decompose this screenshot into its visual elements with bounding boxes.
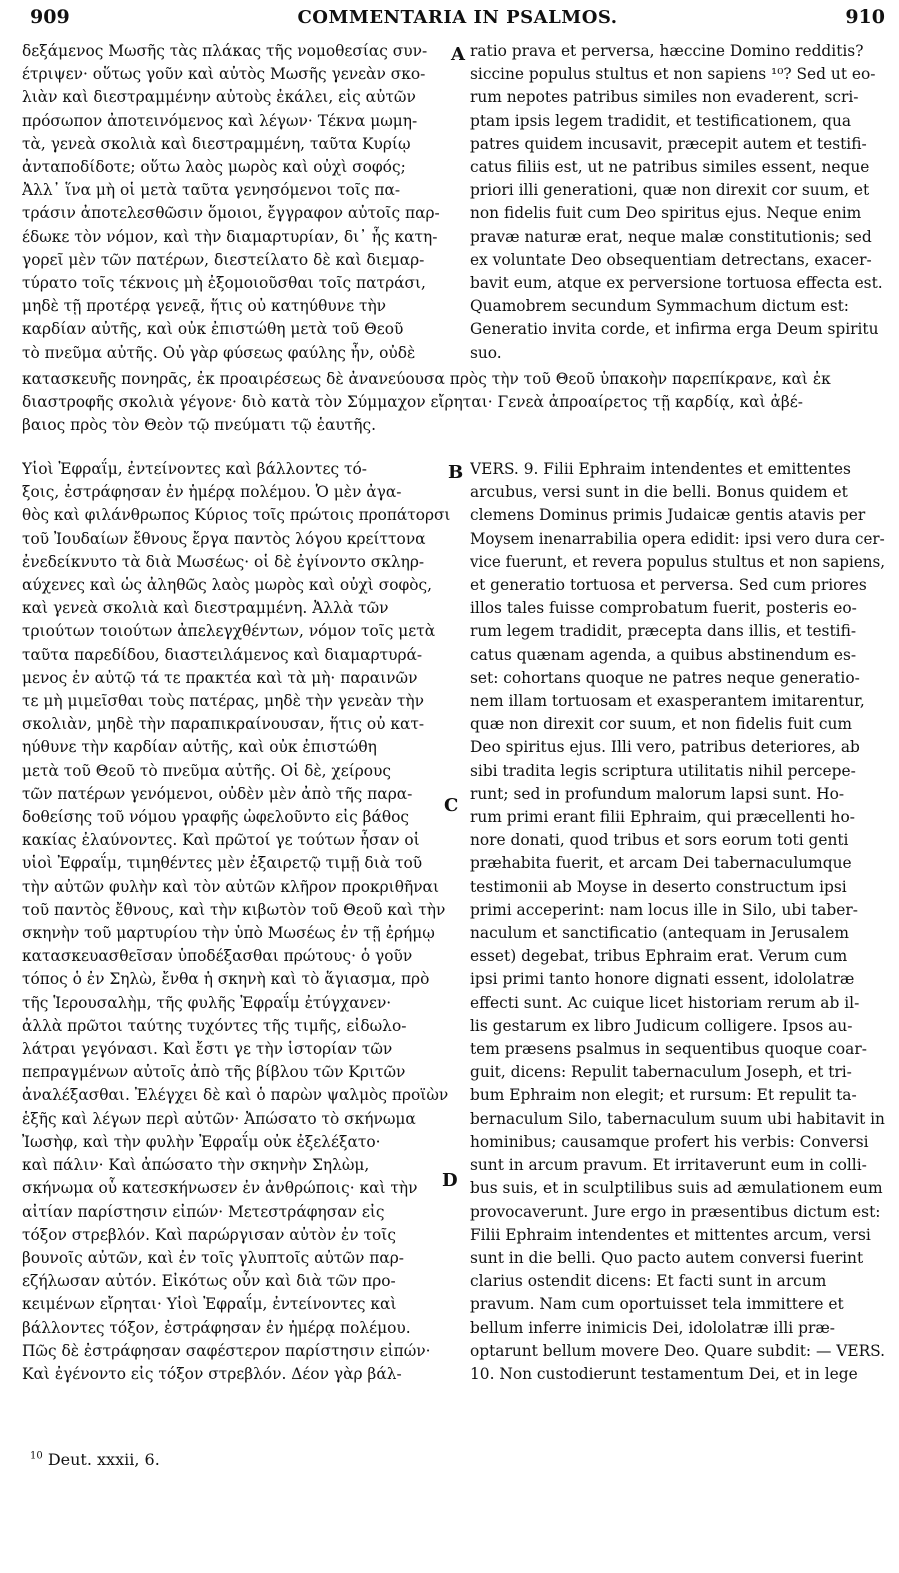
greek-text-line: καρδίαν αὐτῆς, καὶ οὐκ ἐπιστώθη μετὰ τοῦ Θεοῦ (22, 320, 404, 339)
latin-text-line: ptam ipsis legem tradidit, et testificationem, qua (470, 111, 852, 130)
greek-text-line: Υἱοὶ Ἐφραΐμ, ἐντείνοντες καὶ βάλλοντες τό- (22, 460, 368, 478)
latin-text-line: nem illam tortuosam et exasperantem imitarentur, (470, 692, 865, 711)
greek-text-line: διαστροφῆς σκολιὰ γέγονε· διὸ κατὰ τὸν Σύμμαχον εἴρηται· Γενεὰ ἀπροαίρετος τῇ καρδίᾳ, καὶ ἀβέ- (22, 393, 803, 412)
greek-text-line: τράσιν ἀποτελεσθῶσιν ὅμοιοι, ἔγγραφον αὐτοῖς παρ- (22, 204, 440, 223)
latin-text-line: ex voluntate Deo obsequentiam detrectans, exacer- (470, 250, 872, 269)
greek-text-line: τῶν πατέρων γενόμενοι, οὐδὲν μὲν ἀπὸ τῆς παρα- (22, 784, 413, 803)
latin-text-line: præhabita fuerit, et arcam Dei tabernaculumque (470, 854, 852, 873)
latin-text-line: ratio prava et perversa, hæccine Domino redditis? (470, 42, 864, 60)
greek-text-line: τοῦ Ἰουδαίων ἔθνους ἔργα παντὸς λόγου κρείττονα (22, 529, 426, 548)
latin-text-line: sunt in die belli. Quo pacto autem conversi fuerint (470, 1248, 864, 1267)
greek-text-line: Ἰωσὴφ, καὶ τὴν φυλὴν Ἐφραΐμ οὐκ ἐξελέξατο· (22, 1132, 381, 1151)
greek-text-line: Ἀλλ᾽ ἵνα μὴ οἱ μετὰ ταῦτα γενησόμενοι τοῖς πα- (22, 181, 401, 200)
latin-text-line: bernaculum Silo, tabernaculum suum ubi habitavit in (470, 1109, 885, 1128)
greek-text-line: ταῦτα παρεδίδου, διαστειλάμενος καὶ διαμαρτυρά- (22, 645, 423, 664)
greek-text-line: μενος ἐν αὐτῷ τά τε πρακτέα καὶ τὰ μὴ· παραινῶν (22, 668, 418, 687)
latin-column-top (470, 40, 885, 365)
latin-text-line: tem præsens psalmus in sequentibus quoque coar- (470, 1040, 867, 1059)
latin-text-line: catus quænam agenda, a quibus abstinendum es- (470, 645, 857, 664)
greek-text-line: ηύθυνε τὴν καρδίαν αὐτῆς, καὶ οὐκ ἐπιστώθη (22, 738, 377, 757)
greek-column-bottom (22, 458, 450, 1386)
greek-text-line: τριούτων τοιούτων ἀπελεγχθέντων, νόμον τοῖς μετὰ (22, 622, 436, 641)
latin-text-line: VERS. 9. Filii Ephraim intendentes et emittentes (470, 460, 851, 478)
latin-text-line: provocaverunt. Jure ergo in præsentibus dictum est: (470, 1202, 881, 1221)
greek-text-line: βουνοῖς αὐτῶν, καὶ ἐν τοῖς γλυπτοῖς αὐτῶν παρ- (22, 1248, 404, 1267)
latin-text-line: Filii Ephraim intendentes et mittentes arcum, versi (470, 1225, 871, 1244)
greek-text-line: κατασκευασθεῖσαν ὑποδέξασθαι πρώτους· ὁ γοῦν (22, 947, 413, 966)
greek-text-line: υἱοὶ Ἐφραΐμ, τιμηθέντες μὲν ἐξαιρετῷ τιμῇ διὰ τοῦ (22, 854, 423, 873)
latin-text-line: siccine populus stultus et non sapiens ¹⁰? Sed ut eo- (470, 65, 876, 84)
greek-text-line: ἀνταποδίδοτε; οὕτω λαὸς μωρὸς καὶ οὐχὶ σοφός; (22, 158, 406, 177)
greek-text-line: γορεῖ μὲν τῶν πατέρων, διεστείλατο δὲ καὶ διεμαρ- (22, 250, 425, 269)
latin-text-line: bum Ephraim non elegit; et rursum: Et repulit ta- (470, 1086, 857, 1105)
greek-text-line: Καὶ ἐγένοντο εἰς τόξον στρεβλόν. Δέον γὰρ βάλ- (22, 1364, 402, 1383)
greek-text-line: κακίας ἐλαύνοντες. Καὶ πρῶτοί γε τούτων ἦσαν οἱ (22, 831, 420, 850)
greek-column-top (22, 40, 450, 365)
greek-text-line: τὰ, γενεὰ σκολιὰ καὶ διεστραμμένη, ταῦτα Κυρίῳ (22, 134, 411, 153)
greek-text-line: τοῦ παντὸς ἔθνους, καὶ τὴν κιβωτὸν τοῦ Θεοῦ καὶ τὴν (22, 900, 446, 919)
greek-text-line: μετὰ τοῦ Θεοῦ τὸ πνεῦμα αὐτῆς. Οἱ δὲ, χείρους (22, 761, 392, 780)
latin-text-line: primi acceperint: nam locus ille in Silo, ubi taber- (470, 900, 858, 919)
latin-text-line: 10. Non custodierunt testamentum Dei, et in lege (470, 1364, 858, 1383)
greek-text-line: ξοις, ἐστράφησαν ἐν ἡμέρᾳ πολέμου. Ὁ μὲν ἀγα- (22, 483, 402, 502)
latin-text-line: lis gestarum ex libro Judicum colligere. Ipsos au- (470, 1016, 853, 1035)
greek-text-line: λάτραι γεγόνασι. Καὶ ἔστι γε τὴν ἱστορίαν τῶν (22, 1040, 393, 1059)
latin-text-line: ipsi primi tanto honore dignati essent, idololatræ (470, 970, 855, 989)
latin-text-line: et generatio tortuosa et perversa. Sed cum priores (470, 576, 867, 595)
greek-text-line: βαιος πρὸς τὸν Θεὸν τῷ πνεύματι τῷ ἑαυτῆς. (22, 416, 376, 435)
latin-text-line: clemens Dominus primis Judaicæ gentis atavis per (470, 506, 866, 525)
margin-letter-a: A (451, 44, 465, 65)
latin-text-line: vice fuerunt, et revera populus stultus et non sapiens, (470, 552, 885, 571)
greek-text-line: τὴν αὐτῶν φυλὴν καὶ τὸν αὐτῶν κλῆρον προκριθῆναι (22, 877, 439, 896)
greek-text-line: καὶ γενεὰ σκολιὰ καὶ διεστραμμένη. Ἀλλὰ τῶν (22, 599, 389, 618)
greek-text-line: εζήλωσαν αὐτόν. Εἰκότως οὖν καὶ διὰ τῶν προ- (22, 1272, 396, 1291)
latin-text-line: sibi tradita legis scriptura utilitatis nihil percepe- (470, 761, 856, 780)
greek-text-line: πρόσωπον ἀποτεινόμενος καὶ λέγων· Τέκνα μωμη- (22, 111, 418, 130)
latin-text-line: bus suis, et in sculptilibus suis ad æmulationem eum (470, 1179, 883, 1198)
greek-text-line: έτριψεν· οὕτως γοῦν καὶ αὐτὸς Μωσῆς γενεὰν σκο- (22, 65, 426, 84)
greek-text-line: ἑξῆς καὶ λέγων περὶ αὐτῶν· Ἀπώσατο τὸ σκήνωμα (22, 1109, 416, 1128)
greek-text-line: τῆς Ἱερουσαλὴμ, τῆς φυλῆς Ἐφραΐμ ἐτύγχανεν· (22, 993, 392, 1012)
latin-text-line: pravum. Nam cum oportuisset tela immittere et (470, 1295, 844, 1314)
greek-text-line: καὶ πάλιν· Καὶ ἀπώσατο τὴν σκηνὴν Σηλὼμ, (22, 1156, 370, 1175)
greek-text-line: Πῶς δὲ ἐστράφησαν σαφέστερον παρίστησιν εἰπών· (22, 1341, 431, 1360)
latin-text-line: pravæ naturæ erat, neque malæ constitutionis; sed (470, 227, 872, 246)
greek-text-line: αἰτίαν παρίστησιν εἰπών· Μετεστράφησαν εἰς (22, 1202, 385, 1221)
latin-text-line: testimonii ab Moyse in deserto constructum ipsi (470, 877, 847, 896)
latin-text-line: nore donati, quod tribus et sors eorum toti genti (470, 831, 849, 850)
latin-text-line: Deo spiritus ejus. Illi vero, patribus deteriores, ab (470, 738, 860, 757)
latin-text-line: catus filiis est, ut ne patribus similes essent, neque (470, 158, 870, 177)
greek-text-line: θὸς καὶ φιλάνθρωπος Κύριος τοῖς πρώτοις προπάτορσι (22, 506, 450, 525)
latin-text-line: rum nepotes patribus similes non evaderent, scri- (470, 88, 859, 107)
page-number-left: 909 (30, 6, 70, 28)
latin-text-line: Moysem inenarrabilia opera edidit: ipsi vero dura cer- (470, 529, 885, 548)
greek-text-line: κειμένων εἴρηται· Υἱοὶ Ἐφραΐμ, ἐντείνοντες καὶ (22, 1295, 397, 1314)
latin-text-line: priori illi generationi, quæ non direxit cor suum, et (470, 181, 870, 200)
latin-text-line: naculum et sanctificatio (antequam in Jerusalem (470, 924, 849, 943)
latin-text-line: arcubus, versi sunt in die belli. Bonus quidem et (470, 483, 848, 502)
latin-text-line: sunt in arcum pravum. Et irritaverunt eum in colli- (470, 1156, 867, 1175)
latin-text-line: rum legem tradidit, præcepta dans illis, et testifi- (470, 622, 857, 641)
latin-column-bottom (470, 458, 885, 1386)
latin-text-line: clarius ostendit dicens: Et facti sunt in arcum (470, 1272, 827, 1291)
latin-text-line: esset) degebat, tribus Ephraim erat. Verum cum (470, 947, 848, 966)
latin-text-line: bellum inferre inimicis Dei, idololatræ illi præ- (470, 1318, 836, 1337)
greek-text-line: σκήνωμα οὗ κατεσκήνωσεν ἐν ἀνθρώποις· καὶ τὴν (22, 1179, 418, 1198)
greek-text-line: σκολιὰν, μηδὲ τὴν παραπικραίνουσαν, ἥτις οὐ κατ- (22, 715, 425, 734)
latin-text-line: quæ non direxit cor suum, et non fidelis fuit cum (470, 715, 853, 734)
latin-text-line: non fidelis fuit cum Deo spiritus ejus. Neque enim (470, 204, 862, 223)
greek-text-line: ἐνεδείκνυτο τὰ διὰ Μωσέως· οἱ δὲ ἐγίνοντο σκληρ- (22, 552, 425, 571)
greek-text-line: δοθείσης τοῦ νόμου γραφῆς ὠφελοῦντο εἰς βάθος (22, 808, 410, 827)
running-title: COMMENTARIA IN PSALMOS. (297, 7, 618, 28)
page-number-right: 910 (845, 6, 885, 28)
latin-text-line: rum primi erant filii Ephraim, qui præcellenti ho- (470, 808, 855, 827)
latin-text-line: guit, dicens: Repulit tabernaculum Joseph, et tri- (470, 1063, 852, 1082)
latin-text-line: Quamobrem secundum Symmachum dictum est: (470, 297, 849, 316)
margin-letter-b: B (448, 462, 464, 483)
greek-text-line: έδωκε τὸν νόμον, καὶ τὴν διαμαρτυρίαν, δι᾽ ἧς κατη- (22, 227, 438, 246)
latin-text-line: patres quidem incusavit, præcepit autem et testifi- (470, 134, 867, 153)
footnote-text: Deut. xxxii, 6. (47, 1450, 160, 1469)
margin-letter-d: D (442, 1170, 458, 1191)
latin-text-line: Generatio invita corde, et infirma erga Deum spiritu (470, 320, 879, 339)
greek-text-line: ἀναλέξασθαι. Ἐλέγχει δὲ καὶ ὁ παρὼν ψαλμὸς προϊὼν (22, 1086, 449, 1105)
greek-text-line: πεπραγμένων αὐτοῖς ἀπὸ τῆς βίβλου τῶν Κριτῶν (22, 1063, 406, 1082)
greek-text-line: δεξάμενος Μωσῆς τὰς πλάκας τῆς νομοθεσίας συν- (22, 42, 428, 60)
latin-text-line: set: cohortans quoque ne patres neque generatio- (470, 668, 860, 687)
latin-text-line: hominibus; causamque profert his verbis: Conversi (470, 1132, 869, 1151)
greek-text-line: τὸ πνεῦμα αὐτῆς. Οὐ γὰρ φύσεως φαύλης ἦν, οὐδὲ (22, 343, 416, 362)
latin-text-line: runt; sed in profundum malorum lapsi sunt. Ho- (470, 784, 845, 803)
latin-text-line: bavit eum, atque ex perversione tortuosa effecta est. (470, 274, 883, 293)
greek-text-line: λιὰν καὶ διεστραμμένην αὐτοὺς ἐκάλει, εἰς αὐτῶν (22, 88, 416, 107)
latin-text-line: illos tales fuisse comprobatum fuerit, posteris eo- (470, 599, 857, 618)
margin-letter-c: C (444, 795, 459, 816)
greek-text-line: βάλλοντες τόξον, ἐστράφησαν ἐν ἡμέρᾳ πολέμου. (22, 1318, 411, 1337)
greek-text-line: τόξον στρεβλόν. Καὶ παρώργισαν αὐτὸν ἐν τοῖς (22, 1225, 396, 1244)
greek-text-line: ἀλλὰ πρῶτοι ταύτης τυχόντες τῆς τιμῆς, εἰδωλο- (22, 1016, 407, 1035)
greek-text-line: αύχενες καὶ ὡς ἀληθῶς λαὸς μωρὸς καὶ οὐχὶ σοφὸς, (22, 576, 433, 595)
greek-fullwidth-lines (22, 368, 885, 438)
latin-text-line: optarunt bellum movere Deo. Quare subdit: — VERS. (470, 1341, 885, 1360)
greek-text-line: μηδὲ τῇ προτέρᾳ γενεᾷ, ἥτις οὐ κατηύθυνε τὴν (22, 297, 387, 316)
greek-text-line: κατασκευῆς πονηρᾶς, ἐκ προαιρέσεως δὲ ἀνανεύουσα πρὸς τὴν τοῦ Θεοῦ ὑπακοὴν παρεπίκρανε, καὶ ἐκ (22, 370, 831, 388)
footnote (30, 1450, 160, 1469)
greek-text-line: τύρατο τοῖς τέκνοις μὴ ἐξομοιοῦσθαι τοῖς πατράσι, (22, 274, 426, 293)
greek-text-line: τόπος ὁ ἐν Σηλὼ, ἔνθα ἡ σκηνὴ καὶ τὸ ἅγιασμα, πρὸ (22, 970, 430, 989)
latin-text-line: effecti sunt. Ac cuique licet historiam rerum ab il- (470, 993, 860, 1012)
footnote-mark: 10 (30, 1450, 43, 1462)
latin-text-line: suo. (470, 343, 502, 362)
greek-text-line: σκηνὴν τοῦ μαρτυρίου τὴν ὑπὸ Μωσέως ἐν τῇ ἐρήμῳ (22, 924, 435, 943)
greek-text-line: τε μὴ μιμεῖσθαι τοὺς πατέρας, μηδὲ τὴν γενεὰν τὴν (22, 692, 424, 711)
running-header (30, 6, 885, 36)
